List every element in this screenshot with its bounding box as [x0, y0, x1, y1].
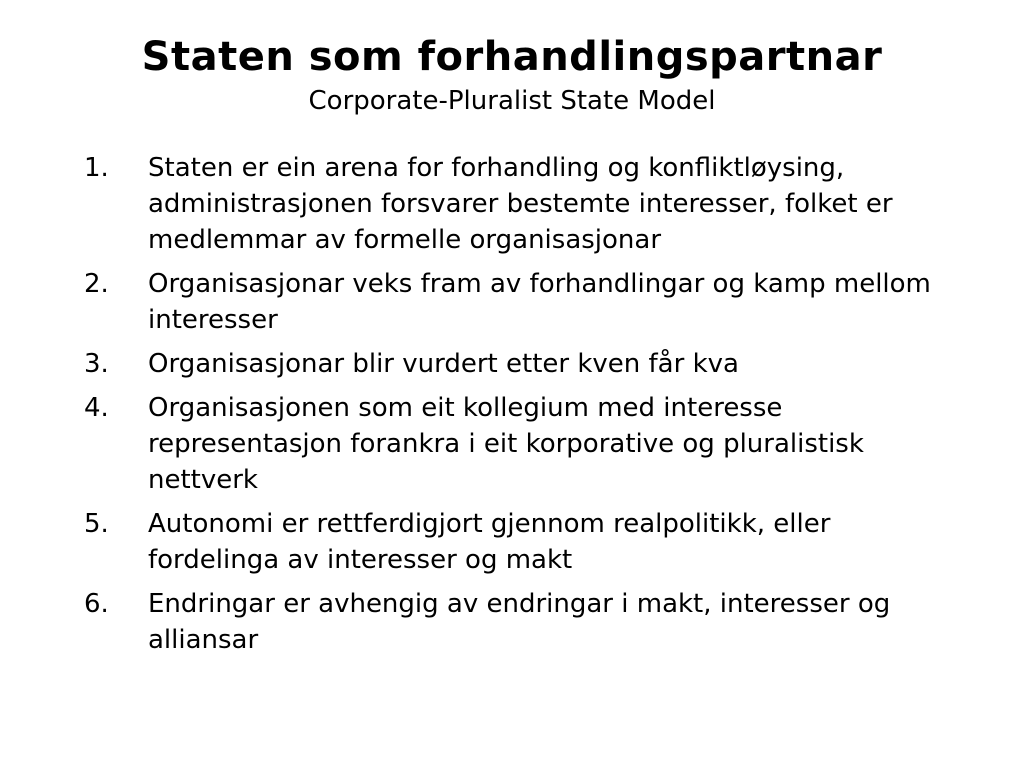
- list-item-number: 5.: [84, 509, 109, 539]
- slide-content: [84, 150, 964, 666]
- list-item: [84, 150, 964, 258]
- list-item-number: 2.: [84, 269, 109, 299]
- list-item-text: Organisasjonen som eit kollegium med interesse representasjon forankra i eit korporative og pluralistisk nettverk: [148, 393, 864, 495]
- list-item-number: 6.: [84, 589, 109, 619]
- list-item: [84, 586, 964, 658]
- list-item-text: Staten er ein arena for forhandling og konfliktløysing, administrasjonen forsvarer bestemte interesser, folket er medlemmar av formelle organisasjonar: [148, 153, 893, 255]
- list-item-text: Organisasjonar veks fram av forhandlingar og kamp mellom interesser: [148, 269, 931, 335]
- list-item-number: 1.: [84, 153, 109, 183]
- list-item-text: Organisasjonar blir vurdert etter kven får kva: [148, 349, 739, 379]
- slide-subtitle: Corporate-Pluralist State Model: [308, 86, 716, 116]
- list-item: [84, 506, 964, 578]
- slide-title: Staten som forhandlingspartnar: [141, 34, 883, 80]
- list-item-number: 4.: [84, 393, 109, 423]
- list-item-number: 3.: [84, 349, 109, 379]
- title-block: [0, 30, 1024, 118]
- list-item: [84, 390, 964, 498]
- list-item: [84, 266, 964, 338]
- list-item: [84, 346, 964, 382]
- numbered-list: [84, 150, 964, 658]
- list-item-text: Autonomi er rettferdigjort gjennom realpolitikk, eller fordelinga av interesser og makt: [148, 509, 831, 575]
- list-item-text: Endringar er avhengig av endringar i makt, interesser og alliansar: [148, 589, 891, 655]
